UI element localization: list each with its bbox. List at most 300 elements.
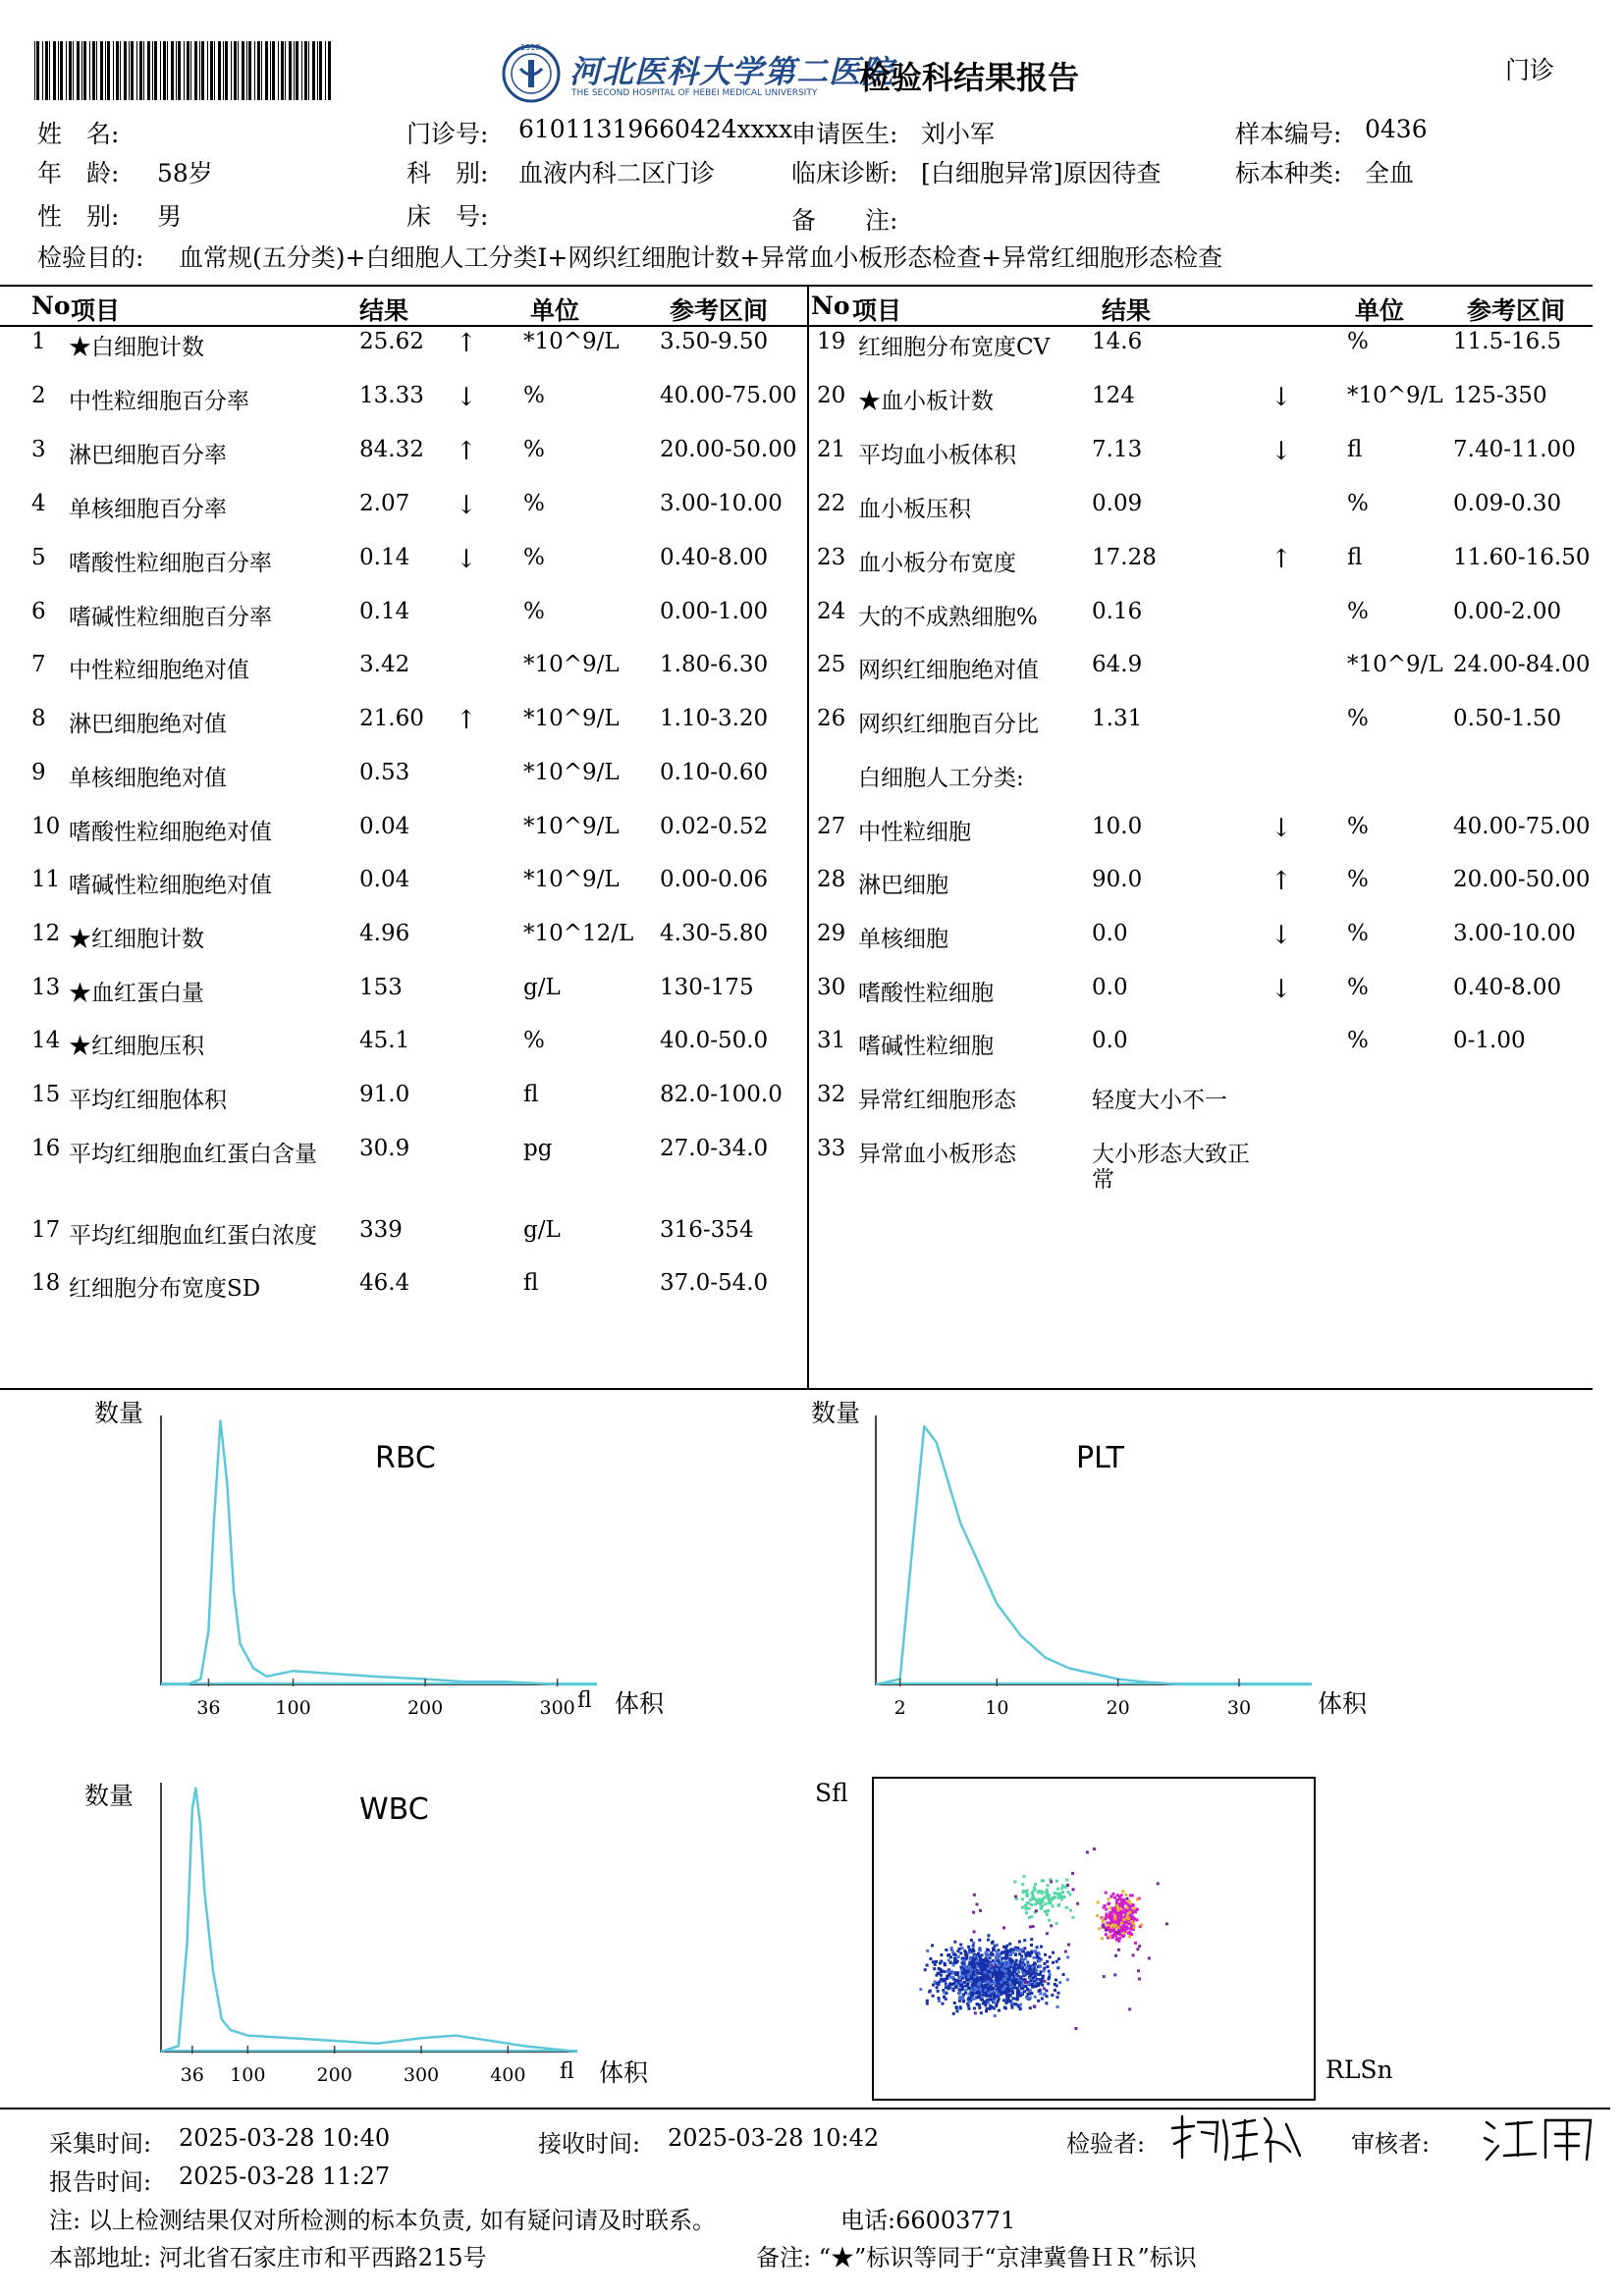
cell-ref: 0.10-0.60: [660, 760, 769, 785]
lymphocyte-dot: [955, 1986, 958, 1989]
neutrophil-dot: [1120, 1910, 1123, 1913]
lymphocyte-dot: [993, 1980, 996, 1983]
lymphocyte-dot: [1007, 1963, 1010, 1966]
cell-ref: 24.00-84.00: [1453, 652, 1591, 677]
lymphocyte-dot: [975, 1974, 978, 1977]
wbc-title: WBC: [359, 1792, 429, 1827]
wbc-scatterplot: [807, 1767, 1602, 2120]
barcode-bar: [207, 41, 208, 100]
lymphocyte-dot: [981, 1996, 984, 1999]
lymphocyte-dot: [990, 2005, 993, 2008]
reviewer-signature-graphic: [1481, 2110, 1602, 2165]
cell-ref: 11.5-16.5: [1453, 329, 1562, 354]
cell-ref: 0.02-0.52: [660, 814, 769, 839]
lymphocyte-dot: [1049, 1973, 1052, 1976]
lymphocyte-dot: [962, 1994, 965, 1997]
lymphocyte-dot: [1029, 1977, 1032, 1980]
scatter-noise-dot: [1157, 1882, 1160, 1885]
lymphocyte-dot: [1000, 1993, 1002, 1996]
neutrophil-dot: [1096, 1914, 1099, 1917]
cell-flag: ↓: [1271, 921, 1292, 950]
neutrophil-dot: [1113, 1909, 1116, 1912]
barcode-bar: [210, 41, 213, 100]
sex-label: 性 别:: [37, 202, 120, 231]
neutrophil-dot: [1116, 1906, 1119, 1909]
barcode-bar: [296, 41, 298, 100]
cell-ref: 130-175: [660, 975, 754, 1000]
cell-no: 6: [31, 599, 46, 624]
tester-signature-graphic: [1168, 2110, 1306, 2165]
lymphocyte-dot: [1040, 1946, 1043, 1949]
cell-item: 血小板压积: [858, 497, 971, 522]
barcode-bar: [139, 41, 142, 100]
scatter-noise-dot: [1002, 1926, 1005, 1929]
lymphocyte-dot: [1013, 1998, 1016, 2001]
lymphocyte-dot: [972, 1942, 975, 1945]
lymphocyte-dot: [1018, 1941, 1021, 1944]
lymphocyte-dot: [951, 1950, 954, 1953]
cell-unit: %: [1347, 599, 1369, 624]
cell-no: 4: [31, 491, 46, 516]
footer-address: 本部地址: 河北省石家庄市和平西路215号: [49, 2244, 487, 2271]
lymphocyte-dot: [988, 1992, 991, 1995]
scatter-noise-dot: [1165, 1922, 1168, 1925]
lymphocyte-dot: [1052, 1961, 1055, 1964]
cell-result: 21.60: [359, 706, 424, 731]
monocyte-dot: [1052, 1896, 1055, 1899]
barcode-bar: [42, 41, 43, 100]
lymphocyte-dot: [1026, 1997, 1029, 2000]
lymphocyte-dot: [1023, 1947, 1026, 1949]
barcode-bar: [105, 41, 106, 100]
neutrophil-dot: [1110, 1915, 1113, 1918]
lymphocyte-dot: [992, 1948, 995, 1950]
cell-result: 7.13: [1092, 437, 1143, 462]
cell-item: 中性粒细胞绝对值: [69, 658, 249, 683]
barcode-bar: [36, 41, 39, 100]
lymphocyte-dot: [1002, 1956, 1005, 1959]
lymphocyte-dot: [1027, 1962, 1030, 1965]
lymphocyte-dot: [975, 1962, 978, 1965]
lymphocyte-dot: [963, 1964, 966, 1967]
lymphocyte-dot: [1047, 1965, 1050, 1968]
lymphocyte-dot: [1056, 1996, 1059, 1999]
neutrophil-dot: [1098, 1927, 1101, 1930]
lymphocyte-dot: [961, 1974, 964, 1977]
lymphocyte-dot: [924, 1968, 927, 1971]
lymphocyte-dot: [970, 1980, 973, 1983]
barcode-bar: [131, 41, 134, 100]
lymphocyte-dot: [947, 1970, 950, 1973]
monocyte-dot: [1050, 1902, 1053, 1905]
lymphocyte-dot: [1039, 1978, 1042, 1981]
cell-no: 23: [817, 545, 846, 570]
lymphocyte-dot: [979, 1988, 982, 1991]
sample-no-label: 样本编号:: [1235, 120, 1342, 148]
lymphocyte-dot: [959, 2005, 962, 2008]
lymphocyte-dot: [1055, 1984, 1058, 1987]
lymphocyte-dot: [961, 1947, 964, 1949]
neutrophil-dot: [1115, 1912, 1118, 1915]
lymphocyte-dot: [1004, 1947, 1007, 1949]
x-tick-label: 36: [180, 2064, 204, 2086]
barcode-bar: [194, 41, 197, 100]
cell-no: 33: [817, 1136, 846, 1161]
lymphocyte-dot: [1010, 1948, 1013, 1950]
cell-ref: 20.00-50.00: [1453, 867, 1591, 892]
lymphocyte-dot: [973, 1987, 976, 1990]
barcode-bar: [167, 41, 168, 100]
lymphocyte-dot: [1000, 1984, 1002, 1987]
barcode-bar: [113, 41, 114, 100]
cell-unit: *10^9/L: [523, 329, 620, 354]
cell-result: 153: [359, 975, 403, 1000]
lymphocyte-dot: [934, 1963, 937, 1966]
barcode-bar: [246, 41, 247, 100]
cell-result: 0.0: [1092, 921, 1128, 946]
cell-result: 1.31: [1092, 706, 1143, 731]
lymphocyte-dot: [1039, 1973, 1042, 1976]
monocyte-dot: [1045, 1910, 1048, 1913]
scatter-noise-dot: [979, 1909, 982, 1912]
neutrophil-dot: [1113, 1917, 1116, 1920]
lymphocyte-dot: [938, 1997, 941, 2000]
lymphocyte-dot: [981, 1953, 984, 1956]
sex-value: 男: [157, 202, 183, 231]
cell-unit: *10^9/L: [1347, 383, 1443, 408]
cell-result: 46.4: [359, 1270, 410, 1296]
lymphocyte-dot: [933, 1967, 936, 1970]
neutrophil-dot: [1121, 1902, 1124, 1905]
cell-no: 9: [31, 760, 46, 785]
cell-ref: 0.50-1.50: [1453, 706, 1562, 731]
lymphocyte-dot: [940, 1953, 943, 1956]
lymphocyte-dot: [967, 1998, 970, 2001]
barcode-bar: [285, 41, 286, 100]
neutrophil-dot: [1125, 1927, 1128, 1930]
lymphocyte-dot: [973, 1990, 976, 1993]
neutrophil-dot: [1107, 1924, 1109, 1927]
collect-label: 采集时间:: [49, 2130, 152, 2158]
lymphocyte-dot: [1024, 1957, 1027, 1960]
lymphocyte-dot: [1021, 1964, 1024, 1967]
lymphocyte-dot: [1029, 1990, 1032, 1993]
lymphocyte-dot: [969, 1972, 972, 1975]
tester-label: 检验者:: [1066, 2130, 1146, 2158]
x-tick-label: 10: [985, 1697, 1009, 1719]
barcode-bar: [171, 41, 174, 100]
lymphocyte-dot: [990, 1980, 993, 1983]
reviewer-signature: [1481, 2110, 1602, 2165]
barcode-bar: [83, 41, 86, 100]
cell-result: 0.0: [1092, 975, 1128, 1000]
cell-result: 45.1: [359, 1028, 410, 1053]
cell-item: 淋巴细胞: [858, 873, 948, 898]
barcode-bar: [45, 41, 48, 100]
lymphocyte-dot: [968, 1965, 971, 1968]
report-title: 检验科结果报告: [859, 59, 1080, 96]
lymphocyte-dot: [959, 1985, 962, 1988]
lymphocyte-dot: [1056, 1966, 1059, 1969]
cell-item: 嗜酸性粒细胞百分率: [69, 551, 272, 576]
lymphocyte-dot: [1017, 1971, 1020, 1974]
rbc-histogram: [0, 1394, 805, 1728]
lymphocyte-dot: [1033, 1956, 1036, 1959]
lymphocyte-dot: [972, 1949, 975, 1952]
lymphocyte-dot: [1028, 1982, 1031, 1985]
barcode-bar: [58, 41, 59, 100]
cell-unit: %: [1347, 329, 1369, 354]
lymphocyte-dot: [987, 1967, 990, 1970]
sample-no-value: 0436: [1365, 115, 1428, 143]
lymphocyte-dot: [1023, 1939, 1026, 1942]
monocyte-dot: [1032, 1890, 1035, 1893]
lymphocyte-dot: [986, 2007, 989, 2010]
lymphocyte-dot: [1055, 1960, 1058, 1963]
barcode-bar: [289, 41, 292, 100]
lymphocyte-dot: [1019, 1995, 1022, 1998]
footer-phone: 电话:66003771: [840, 2207, 1016, 2234]
barcode-bar: [92, 41, 95, 100]
lymphocyte-dot: [1062, 1973, 1065, 1976]
cell-unit: %: [523, 437, 545, 462]
monocyte-dot: [1060, 1898, 1063, 1901]
scatter-noise-dot: [976, 1903, 979, 1906]
monocyte-dot: [1013, 1881, 1016, 1884]
scatter-noise-dot: [1067, 1944, 1070, 1947]
neutrophil-dot: [1105, 1908, 1108, 1911]
monocyte-dot: [1037, 1891, 1040, 1894]
x-tick-label: 36: [196, 1697, 221, 1719]
cell-flag: ↑: [1271, 867, 1292, 896]
cell-flag: ↓: [456, 491, 477, 520]
lymphocyte-dot: [1019, 2007, 1022, 2010]
lymphocyte-dot: [947, 1954, 949, 1957]
lymphocyte-dot: [1015, 1959, 1018, 1962]
scatter-noise-dot: [1137, 1969, 1140, 1972]
plt-xlabel: 体积: [1318, 1689, 1368, 1718]
cell-item: 单核细胞百分率: [69, 497, 227, 522]
barcode-bar: [120, 41, 121, 100]
monocyte-dot: [1065, 1879, 1068, 1882]
cell-no: 8: [31, 706, 46, 731]
cell-item: ★红细胞计数: [69, 927, 204, 952]
lymphocyte-dot: [1029, 1951, 1032, 1954]
cell-ref: 0.00-0.06: [660, 867, 769, 892]
cell-item: 嗜酸性粒细胞绝对值: [69, 820, 272, 845]
cell-ref: 0.40-8.00: [1453, 975, 1562, 1000]
col-item: 项目: [852, 296, 902, 325]
cell-unit: *10^9/L: [1347, 652, 1443, 677]
lymphocyte-dot: [1066, 1955, 1069, 1958]
lymphocyte-dot: [1037, 1984, 1040, 1987]
cell-ref: 0.40-8.00: [660, 545, 769, 570]
lymphocyte-dot: [1018, 1952, 1021, 1955]
lymphocyte-dot: [959, 1981, 962, 1984]
monocyte-dot: [1065, 1906, 1068, 1909]
col-unit: 单位: [530, 296, 580, 325]
lymphocyte-dot: [926, 2000, 929, 2002]
lymphocyte-dot: [956, 1971, 959, 1974]
barcode-bar: [154, 41, 157, 100]
lymphocyte-dot: [1056, 2005, 1059, 2008]
cell-flag: ↑: [1271, 545, 1292, 574]
x-tick-label: 400: [490, 2064, 526, 2086]
lymphocyte-dot: [984, 1971, 987, 1974]
lymphocyte-dot: [1011, 1951, 1014, 1954]
monocyte-dot: [1047, 1884, 1050, 1887]
age-value: 58岁: [157, 159, 213, 187]
barcode: [34, 41, 334, 100]
cell-flag: ↓: [456, 383, 477, 412]
lymphocyte-dot: [1021, 1984, 1024, 1987]
collect-value: 2025-03-28 10:40: [179, 2124, 391, 2152]
table-top-rule: [0, 285, 1593, 287]
cell-ref: 40.00-75.00: [1453, 814, 1591, 839]
cell-no: 5: [31, 545, 46, 570]
sample-type-value: 全血: [1365, 159, 1415, 187]
cell-no: 27: [817, 814, 846, 839]
scatter-noise-dot: [1114, 1954, 1117, 1957]
neutrophil-dot: [1118, 1937, 1121, 1940]
lymphocyte-dot: [973, 1965, 976, 1968]
monocyte-dot: [1036, 1899, 1039, 1902]
barcode-bar: [77, 41, 80, 100]
barcode-bar: [81, 41, 82, 100]
lymphocyte-dot: [1055, 1979, 1057, 1982]
monocyte-dot: [1034, 1902, 1037, 1905]
lymphocyte-dot: [965, 1956, 968, 1959]
lymphocyte-dot: [969, 1957, 972, 1960]
cell-no: 11: [31, 867, 61, 892]
cell-no: 18: [31, 1270, 61, 1296]
monocyte-dot: [1061, 1885, 1064, 1888]
lymphocyte-dot: [1043, 1967, 1046, 1970]
purpose-label: 检验目的:: [37, 243, 144, 272]
lymphocyte-dot: [1052, 1951, 1055, 1954]
monocyte-dot: [1045, 1891, 1048, 1894]
lymphocyte-dot: [1002, 1999, 1005, 2002]
lymphocyte-dot: [1023, 1990, 1026, 1993]
scatter-noise-dot: [1029, 1925, 1032, 1928]
lymphocyte-dot: [968, 2007, 971, 2010]
cell-item: ★血小板计数: [858, 389, 994, 414]
rbc-title: RBC: [375, 1441, 436, 1475]
scatter-noise-dot: [1050, 1881, 1053, 1884]
scatter-noise-dot: [1074, 2027, 1077, 2030]
footer-remark: 备注: “★”标识等同于“京津冀鲁ＨＲ”标识: [756, 2244, 1197, 2271]
lymphocyte-dot: [936, 1986, 939, 1989]
neutrophil-dot: [1107, 1902, 1109, 1905]
barcode-graphic: [34, 41, 334, 100]
neutrophil-dot: [1097, 1901, 1100, 1904]
monocyte-dot: [1048, 1897, 1051, 1900]
lymphocyte-dot: [1003, 1985, 1006, 1988]
cell-item: 红细胞分布宽度SD: [69, 1276, 261, 1302]
cell-unit: %: [1347, 1028, 1369, 1053]
barcode-bar: [129, 41, 130, 100]
plt-title: PLT: [1076, 1441, 1124, 1475]
lymphocyte-dot: [952, 1964, 955, 1967]
lymphocyte-dot: [1029, 1954, 1032, 1957]
cell-item: 中性粒细胞百分率: [69, 389, 249, 414]
barcode-bar: [254, 41, 255, 100]
report-time-value: 2025-03-28 11:27: [179, 2163, 391, 2190]
wbc-ylabel: 数量: [84, 1782, 135, 1810]
lymphocyte-dot: [1003, 1977, 1006, 1980]
cell-item: 异常红细胞形态: [858, 1088, 1016, 1113]
lymphocyte-dot: [1006, 1949, 1009, 1952]
neutrophil-dot: [1136, 1918, 1139, 1921]
logo-year: 1918: [520, 43, 541, 52]
monocyte-dot: [1022, 1891, 1025, 1894]
cell-result: 64.9: [1092, 652, 1143, 677]
barcode-bar: [257, 41, 260, 100]
scatter-noise-dot: [1138, 1945, 1141, 1948]
cell-no: 31: [817, 1028, 846, 1053]
lymphocyte-dot: [989, 1983, 992, 1986]
cell-no: 14: [31, 1028, 61, 1053]
x-tick-label: 2: [893, 1697, 906, 1719]
col-no: No: [811, 292, 850, 320]
barcode-bar: [261, 41, 262, 100]
monocyte-dot: [1042, 1879, 1045, 1882]
purpose-value: 血常规(五分类)+白细胞人工分类I+网织红细胞计数+异常血小板形态检查+异常红细胞形态检查: [179, 243, 1223, 272]
cell-unit: g/L: [523, 1217, 561, 1243]
barcode-bar: [143, 41, 144, 100]
lymphocyte-dot: [1002, 1951, 1005, 1954]
cell-unit: *10^9/L: [523, 706, 620, 731]
x-tick-label: 200: [406, 1697, 444, 1719]
hospital-logo: [501, 43, 562, 104]
barcode-bar: [163, 41, 166, 100]
lymphocyte-dot: [1007, 1969, 1010, 1972]
neutrophil-dot: [1130, 1920, 1133, 1923]
lymphocyte-dot: [928, 1991, 931, 1994]
lymphocyte-dot: [984, 1967, 987, 1970]
lymphocyte-dot: [1033, 1950, 1036, 1953]
cell-no: 25: [817, 652, 846, 677]
lymphocyte-dot: [1008, 1943, 1011, 1946]
lymphocyte-dot: [998, 1998, 1001, 2001]
barcode-bar: [53, 41, 56, 100]
neutrophil-dot: [1136, 1897, 1139, 1900]
name-label: 姓 名:: [37, 120, 120, 148]
barcode-bar: [147, 41, 150, 100]
monocyte-dot: [1048, 1894, 1051, 1896]
cell-ref: 125-350: [1453, 383, 1547, 408]
barcode-bar: [96, 41, 97, 100]
monocyte-dot: [1063, 1896, 1066, 1898]
barcode-bar: [176, 41, 177, 100]
cell-result: 0.04: [359, 867, 410, 892]
lymphocyte-dot: [1020, 1949, 1023, 1951]
cell-no: 24: [817, 599, 846, 624]
barcode-bar: [73, 41, 74, 100]
neutrophil-dot: [1104, 1904, 1107, 1907]
neutrophil-dot: [1133, 1926, 1136, 1929]
lymphocyte-dot: [947, 1987, 950, 1990]
lymphocyte-dot: [1016, 1994, 1019, 1997]
cell-no: 30: [817, 975, 846, 1000]
lymphocyte-dot: [996, 1944, 999, 1947]
neutrophil-dot: [1109, 1895, 1112, 1897]
cell-unit: %: [523, 383, 545, 408]
scatter-noise-dot: [1148, 1957, 1151, 1960]
cell-unit: *10^9/L: [523, 760, 620, 785]
barcode-bar: [201, 41, 204, 100]
cell-unit: %: [1347, 975, 1369, 1000]
